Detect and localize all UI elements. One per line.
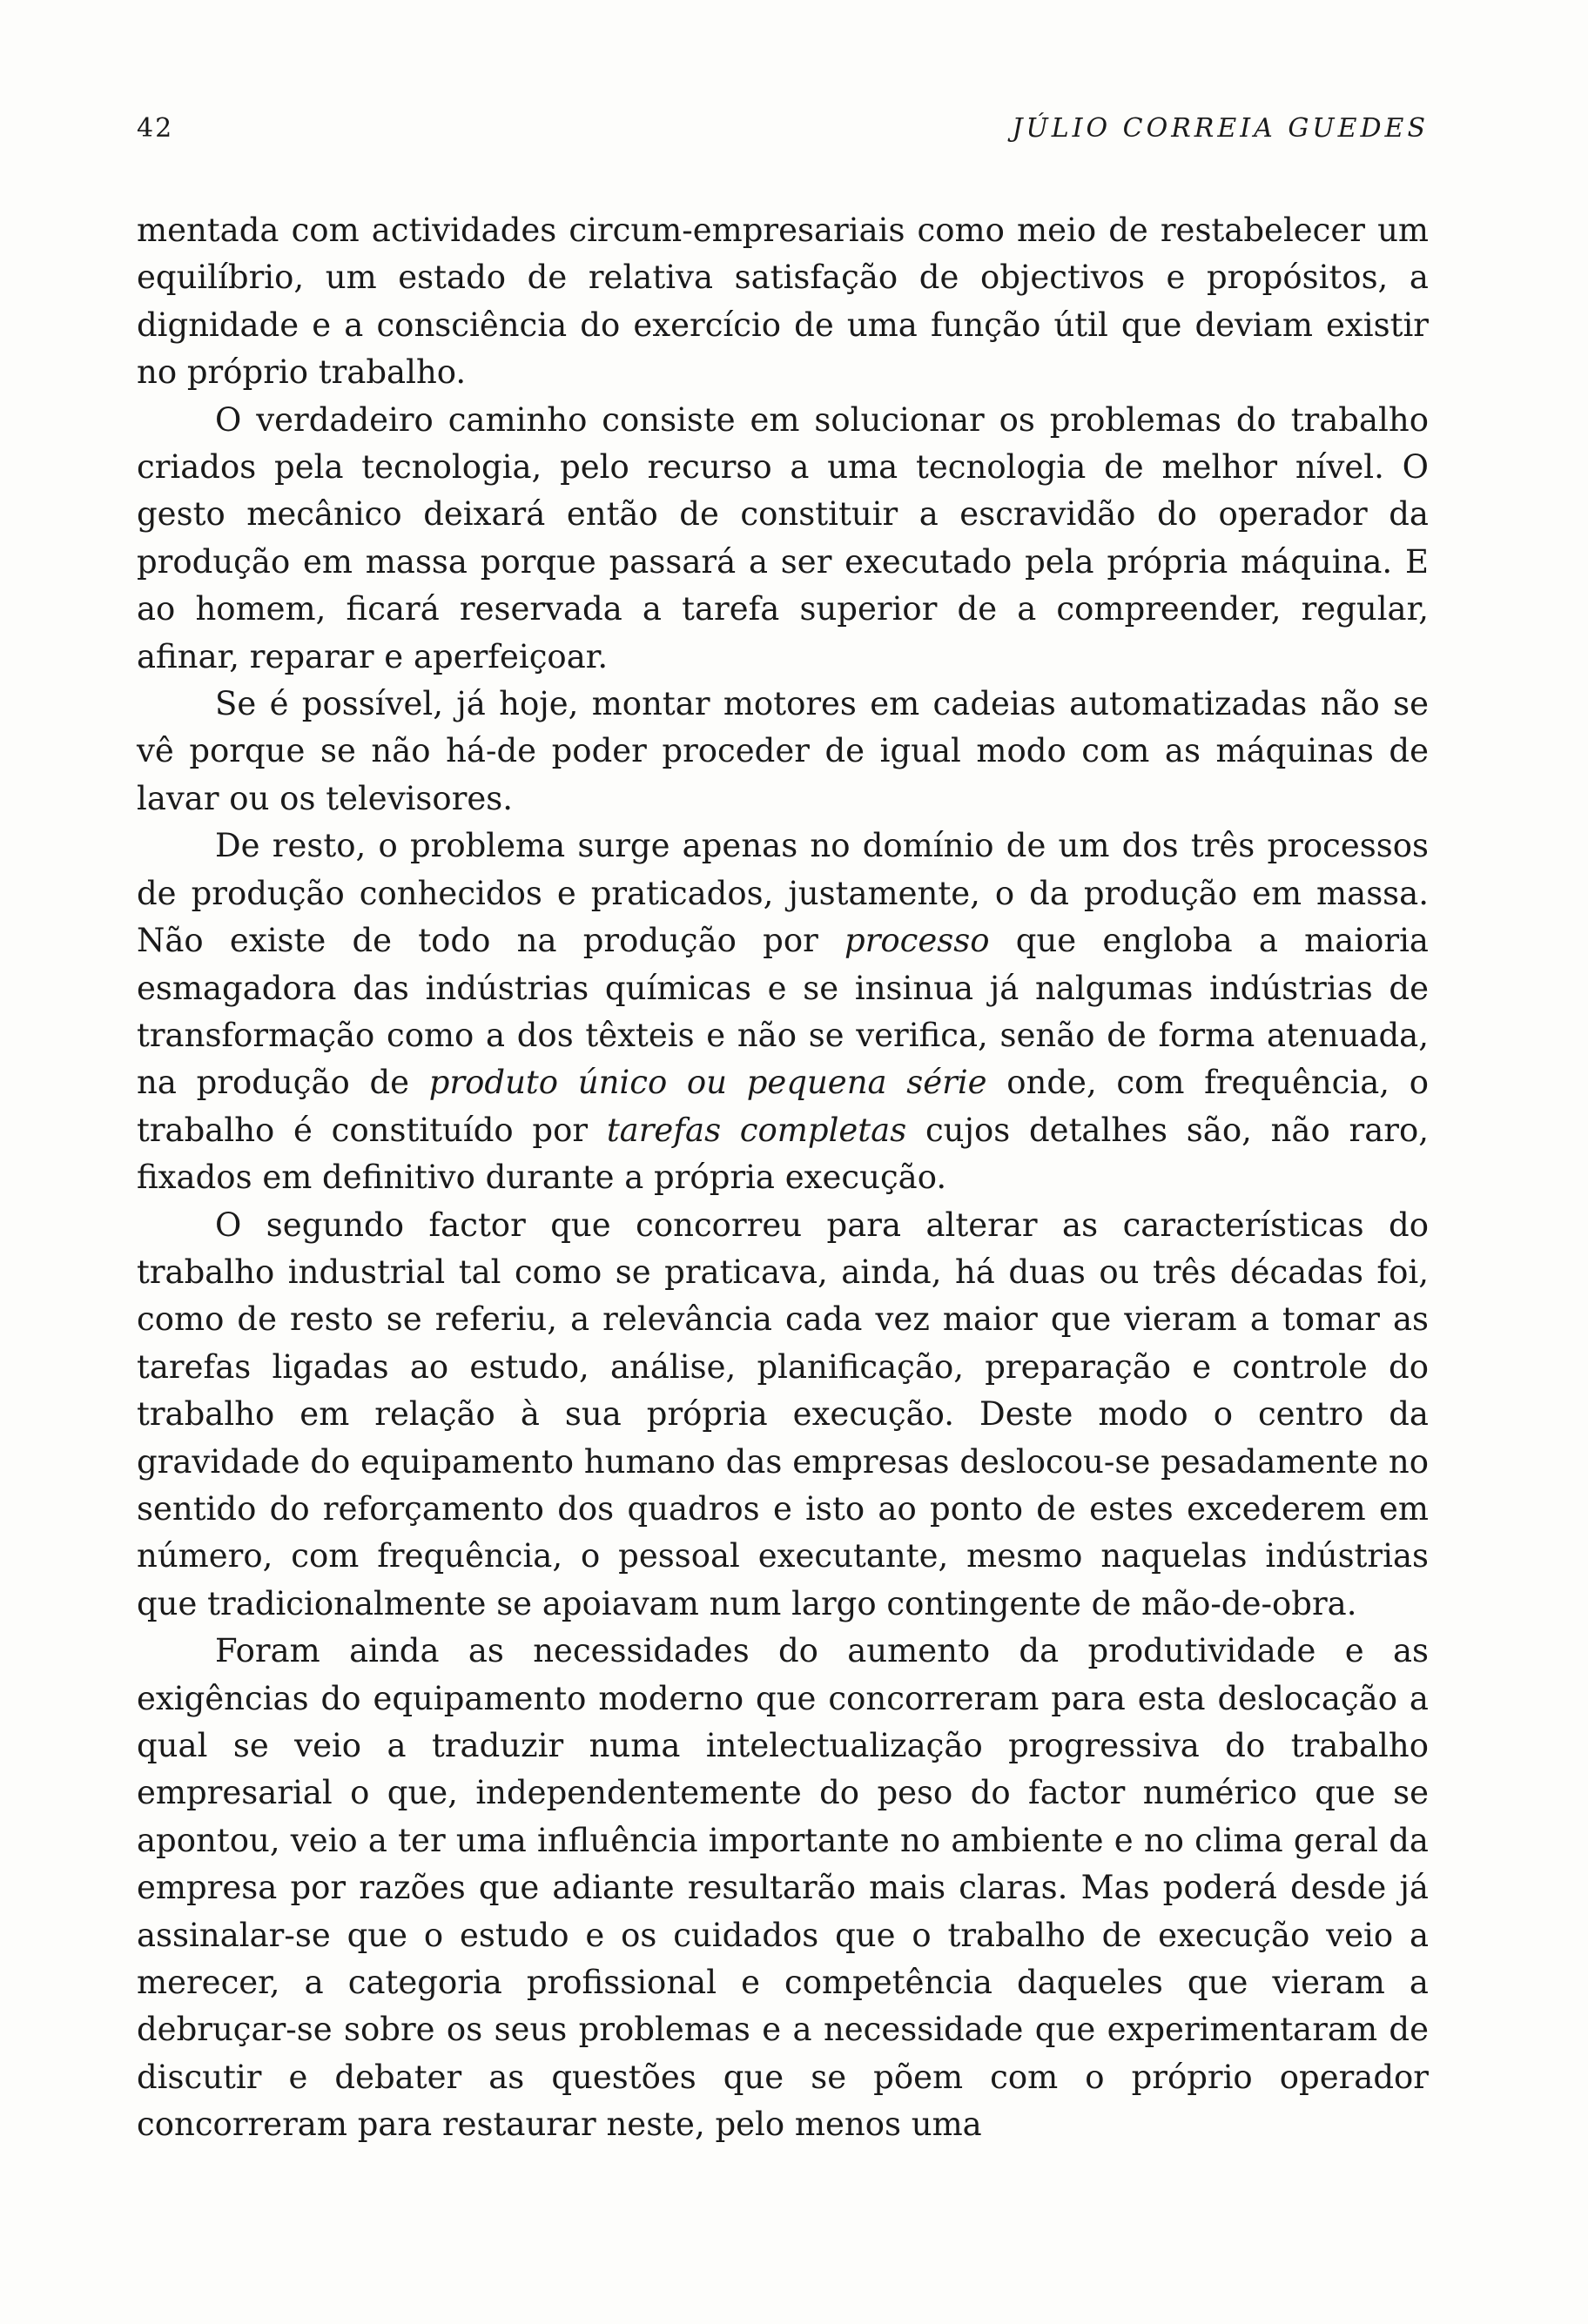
text-run: onde, com frequência, o trabalho é constituído por bbox=[137, 1064, 1430, 1149]
text-run: cujos detalhes são, não raro, fixados em definitivo durante a própria execução. bbox=[137, 1111, 1429, 1197]
paragraph bbox=[137, 823, 1429, 1201]
italic-phrase: tarefas completas bbox=[606, 1111, 907, 1149]
page-number: 42 bbox=[137, 113, 174, 144]
paragraph bbox=[137, 397, 1429, 681]
paragraph bbox=[137, 1202, 1429, 1629]
body-text bbox=[137, 207, 1429, 2149]
text-run: O segundo factor que concorreu para alterar as características do trabalho industrial tal como se praticava, ainda, há duas ou três décadas foi, como de resto se referiu, a relevância cada vez maior que vieram a tomar as tarefas ligadas ao estudo, análise, planificação, preparação e controle do trabalho em relação à sua própria execução. Deste modo o centro da gravidade do equipamento humano das empresas deslocou-se pesadamente no sentido do reforçamento dos quadros e isto ao ponto de estes excederem em número, com frequência, o pessoal executante, mesmo naquelas indústrias que tradicionalmente se apoiavam num largo contingente de mão-de-obra. bbox=[137, 1206, 1429, 1622]
text-run: mentada com actividades circum-empresariais como meio de restabelecer um equilíbrio, um estado de relativa satisfação de objectivos e propósitos, a dignidade e a consciência do exercício de uma função útil que deviam existir no próprio trabalho. bbox=[137, 212, 1429, 392]
running-head-author: JÚLIO CORREIA GUEDES bbox=[1012, 113, 1429, 144]
text-run: Foram ainda as necessidades do aumento da produtividade e as exigências do equipamento moderno que concorreram para esta deslocação a qual se veio a traduzir numa intelectualização progressiva do trabalho empresarial o que, independentemente do peso do factor numérico que se apontou, veio a ter uma influência importante no ambiente e no clima geral da empresa por razões que adiante resultarão mais claras. Mas poderá desde já assinalar-se que o estudo e os cuidados que o trabalho de execução veio a merecer, a categoria profissional e competência daqueles que vieram a debruçar-se sobre os seus problemas e a necessidade que experimentaram de discutir e debater as questões que se põem com o próprio operador concorreram para restaurar neste, pelo menos uma bbox=[137, 1632, 1429, 2144]
italic-phrase: produto único ou pequena série bbox=[428, 1064, 987, 1102]
paragraph bbox=[137, 681, 1429, 823]
italic-phrase: processo bbox=[844, 922, 990, 960]
text-run: que engloba a maioria esmagadora das indústrias químicas e se insinua já nalgumas indústrias de transformação como a dos têxteis e não se verifica, senão de forma atenuada, na produção de bbox=[137, 922, 1429, 1102]
text-run: Se é possível, já hoje, montar motores em cadeias automatizadas não se vê porque se não há-de poder proceder de igual modo com as máquinas de lavar ou os televisores. bbox=[137, 685, 1429, 817]
paragraph bbox=[137, 1628, 1429, 2148]
text-run: De resto, o problema surge apenas no domínio de um dos três processos de produção conhecidos e praticados, justamente, o da produção em massa. Não existe de todo na produção por bbox=[137, 827, 1429, 960]
running-header bbox=[137, 113, 1429, 157]
paragraph bbox=[137, 207, 1429, 397]
text-run: O verdadeiro caminho consiste em solucionar os problemas do trabalho criados pela tecnologia, pelo recurso a uma tecnologia de melhor nível. O gesto mecânico deixará então de constituir a escravidão do operador da produção em massa porque passará a ser executado pela própria máquina. E ao homem, ficará reservada a tarefa superior de a compreender, regular, afinar, reparar e aperfeiçoar. bbox=[137, 400, 1429, 675]
